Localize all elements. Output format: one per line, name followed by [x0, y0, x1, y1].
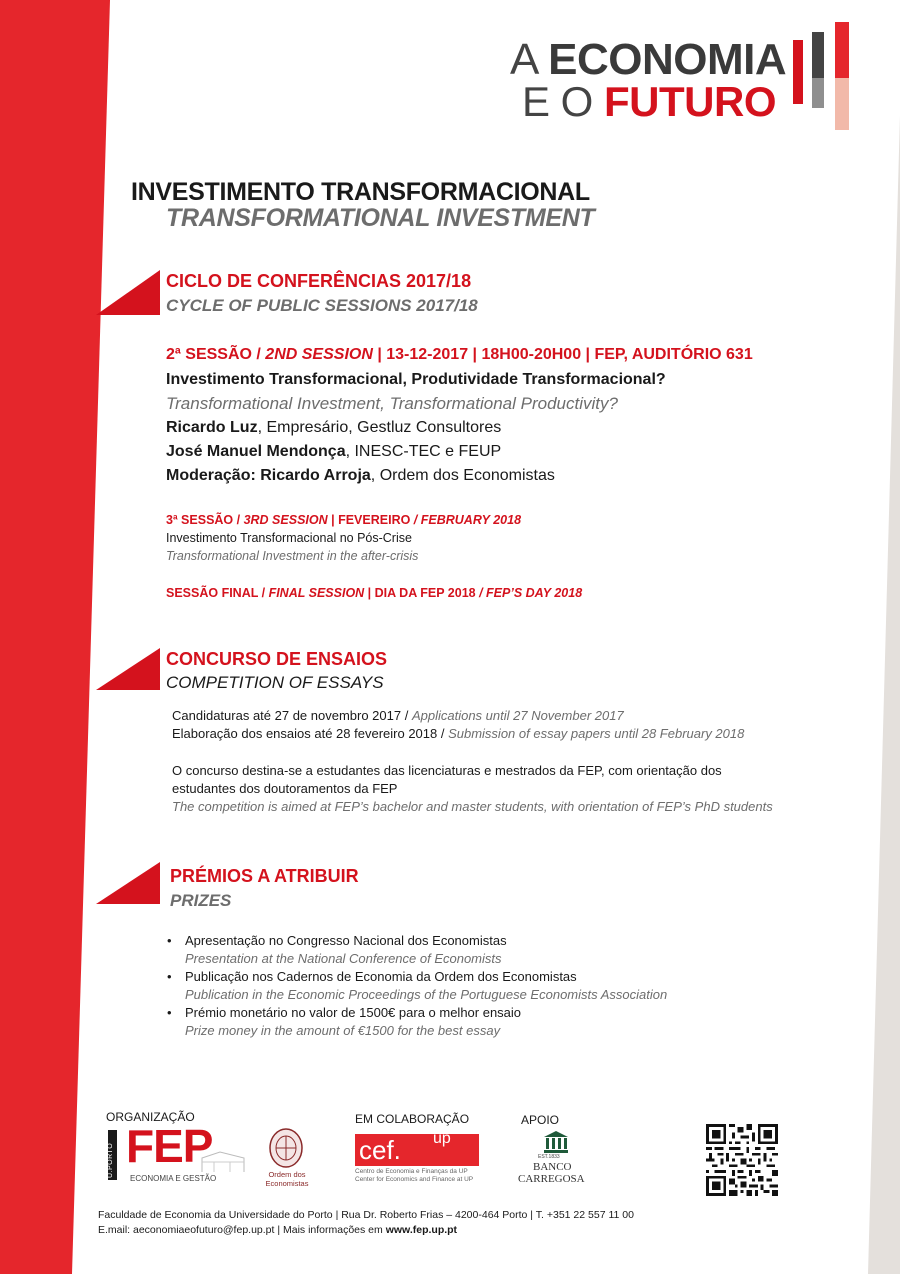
- speaker2-role: , INESC-TEC e FEUP: [345, 443, 502, 460]
- essays-line2-en: Submission of essay papers until 28 February 2018: [448, 726, 745, 741]
- session2-topic: Investimento Transformacional, Produtividade Transformacional?: [166, 371, 666, 388]
- prize-1-en: Presentation at the National Conference of Economists: [185, 951, 502, 966]
- session3-header: [166, 513, 521, 527]
- cef-up: up: [433, 1130, 451, 1147]
- footer-address: Faculdade de Economia da Universidade do Porto | Rua Dr. Roberto Frias – 4200-464 Porto | T. +351 22 557 11 00: [98, 1209, 634, 1221]
- essays-heading-en: COMPETITION OF ESSAYS: [166, 673, 384, 692]
- logo-bar-1: [793, 40, 803, 104]
- session2-speaker-2: [166, 443, 501, 461]
- essays-line1-pt: Candidaturas até 27 de novembro 2017 /: [172, 708, 412, 723]
- prize-3-en: Prize money in the amount of €1500 for the best essay: [185, 1023, 501, 1038]
- logo-bar-5: [835, 78, 849, 130]
- session2-details: | 13-12-2017 | 18H00-20H00 | FEP, AUDITÓRIO 631: [372, 346, 753, 363]
- grey-right-band: [868, 115, 900, 1274]
- section-triangle-prizes: [96, 862, 160, 904]
- cycle-heading: CICLO DE CONFERÊNCIAS 2017/18: [166, 271, 472, 291]
- fep-logo: FEP: [126, 1120, 213, 1172]
- prize-2-pt: Publicação nos Cadernos de Economia da Ordem dos Economistas: [185, 969, 577, 984]
- essays-line1-en: Applications until 27 November 2017: [411, 708, 624, 723]
- session2-speaker-1: [166, 419, 501, 437]
- final-label: SESSÃO FINAL /: [166, 586, 269, 600]
- logo-word-futuro: FUTURO: [604, 78, 777, 125]
- final-label-en: FINAL SESSION: [268, 586, 365, 600]
- prize-3-pt: Prémio monetário no valor de 1500€ para o melhor ensaio: [185, 1005, 522, 1020]
- essays-line2-pt: Elaboração dos ensaios até 28 fevereiro 2018 /: [172, 726, 449, 741]
- logo-bar-3: [812, 78, 824, 108]
- footer-email-text: E.mail: aeconomiaeofuturo@fep.up.pt | Mais informações em: [98, 1224, 386, 1236]
- ordem-crest-icon: [266, 1126, 306, 1170]
- final-sep: | DIA DA FEP 2018: [364, 586, 480, 600]
- session2-label-en: 2ND SESSION: [265, 346, 373, 363]
- prizes-list: [165, 932, 785, 1040]
- footer-contact: [98, 1224, 457, 1236]
- session3-topic-en: Transformational Investment in the after-crisis: [166, 549, 419, 563]
- essays-desc-pt-2: estudantes dos doutoramentos da FEP: [172, 781, 398, 796]
- session3-label-en: 3RD SESSION: [243, 513, 328, 527]
- session2-header: [166, 346, 753, 364]
- red-left-band: [0, 0, 110, 1274]
- session2-topic-en: Transformational Investment, Transformational Productivity?: [166, 394, 618, 413]
- moderator-name: Moderação: Ricardo Arroja: [166, 467, 371, 484]
- moderator-role: , Ordem dos Economistas: [370, 467, 555, 484]
- bank-est: EST.1833: [538, 1154, 560, 1160]
- uporto-text: U.PORTO: [107, 1142, 114, 1178]
- session3-topic: Investimento Transformacional no Pós-Crise: [166, 531, 412, 545]
- main-title-en: TRANSFORMATIONAL INVESTMENT: [166, 204, 595, 232]
- final-session-header: [166, 586, 582, 600]
- logo-prefix-2: E O: [522, 78, 593, 125]
- organization-label: ORGANIZAÇÃO: [106, 1110, 195, 1124]
- bank-building-icon: [543, 1130, 569, 1154]
- logo-line-1: [510, 36, 786, 84]
- speaker1-role: , Empresário, Gestluz Consultores: [257, 419, 502, 436]
- bank-name-1: BANCO: [533, 1161, 572, 1173]
- support-label: APOIO: [521, 1113, 560, 1127]
- main-title: INVESTIMENTO TRANSFORMACIONAL: [131, 178, 590, 206]
- cef-name: cef.: [359, 1135, 401, 1165]
- fep-building-icon: [200, 1148, 246, 1174]
- list-item: [165, 932, 785, 968]
- essays-line-2: [172, 726, 744, 741]
- session3-sep: | FEVEREIRO: [327, 513, 414, 527]
- footer-website-link[interactable]: www.fep.up.pt: [385, 1224, 458, 1236]
- prizes-heading: PRÉMIOS A ATRIBUIR: [170, 866, 359, 886]
- essays-desc-en: The competition is aimed at FEP’s bachelor and master students, with orientation of FEP’s PhD students: [172, 799, 773, 814]
- cef-subtitle-2: Center for Economics and Finance at UP: [355, 1176, 474, 1183]
- logo-line-2: [522, 80, 776, 124]
- session2-label: 2ª SESSÃO /: [166, 346, 266, 363]
- list-item: [165, 1004, 785, 1040]
- session3-date-en: / FEBRUARY 2018: [413, 513, 522, 527]
- final-day-en: / FEP’S DAY 2018: [479, 586, 583, 600]
- essays-line-1: [172, 708, 624, 723]
- list-item: [165, 968, 785, 1004]
- logo-word-economia: ECONOMIA: [548, 35, 787, 84]
- cef-logo: [355, 1130, 479, 1166]
- prizes-heading-en: PRIZES: [170, 891, 232, 910]
- prize-2-en: Publication in the Economic Proceedings of the Portuguese Economists Association: [185, 987, 668, 1002]
- cycle-heading-en: CYCLE OF PUBLIC SESSIONS 2017/18: [166, 296, 478, 315]
- ordem-name: Ordem dos Economistas: [265, 1170, 309, 1188]
- prize-1-pt: Apresentação no Congresso Nacional dos Economistas: [185, 933, 507, 948]
- collaboration-label: EM COLABORAÇÃO: [355, 1112, 470, 1126]
- logo-bar-4: [835, 22, 849, 78]
- essays-desc-pt-1: O concurso destina-se a estudantes das licenciaturas e mestrados da FEP, com orientação dos: [172, 763, 722, 778]
- section-triangle-cycle: [96, 270, 160, 315]
- speaker2-name: José Manuel Mendonça: [166, 443, 346, 460]
- speaker1-name: Ricardo Luz: [166, 419, 258, 436]
- essays-heading: CONCURSO DE ENSAIOS: [166, 649, 388, 669]
- cef-subtitle-1: Centro de Economia e Finanças da UP: [355, 1168, 468, 1175]
- fep-subtitle: ECONOMIA E GESTÃO: [130, 1174, 217, 1183]
- qr-code-icon[interactable]: [706, 1124, 778, 1196]
- logo-prefix-1: A: [510, 35, 537, 84]
- section-triangle-essays: [96, 648, 160, 690]
- session3-label: 3ª SESSÃO /: [166, 513, 244, 527]
- session2-moderator: [166, 467, 555, 485]
- bank-name-2: CARREGOSA: [518, 1173, 585, 1185]
